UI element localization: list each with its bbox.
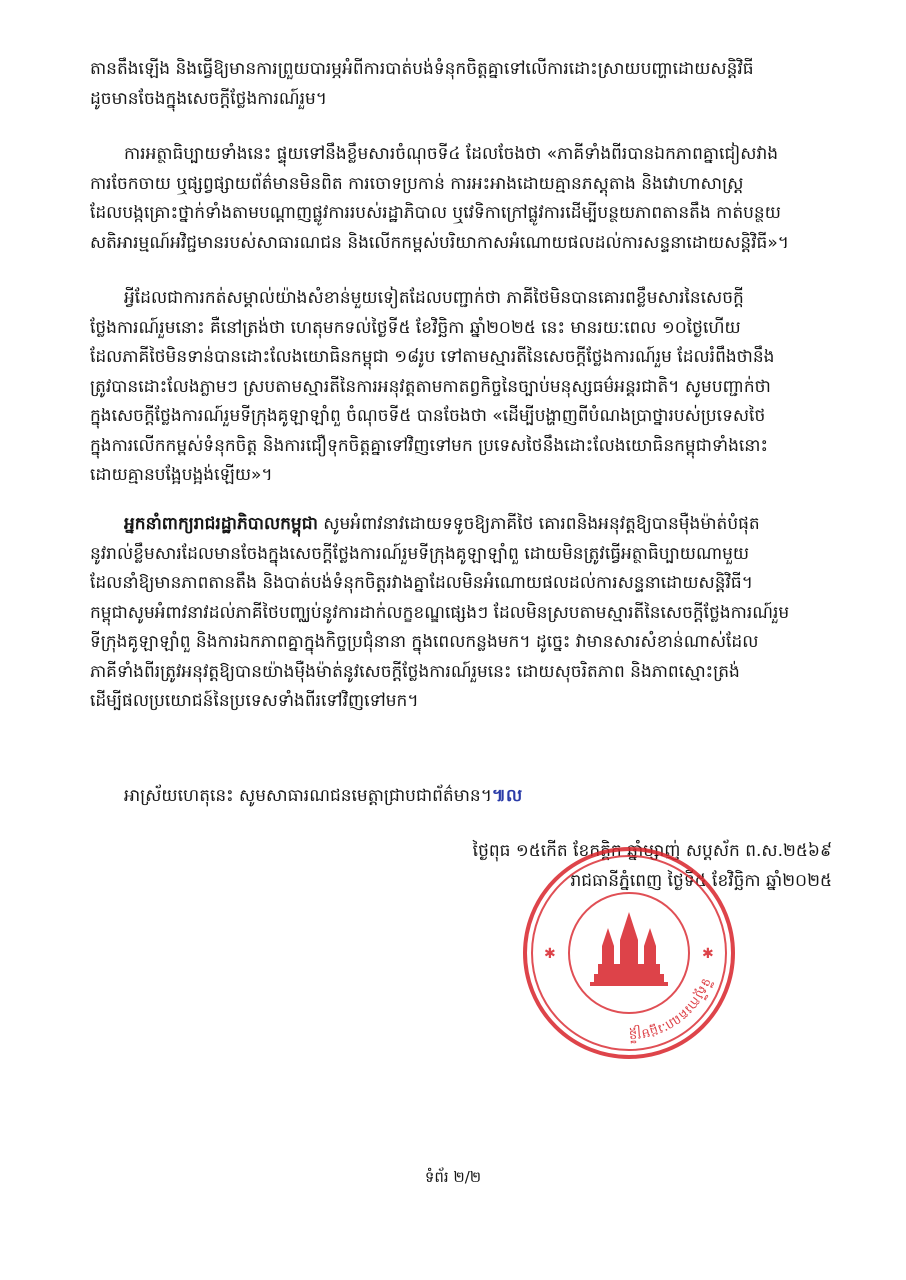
text-line: ដែលបង្កគ្រោះថ្នាក់ទាំងតាមបណ្តាញផ្លូវការរបស់រដ្ឋាភិបាល ឬវេទិកាក្រៅផ្លូវការដើម្បីបន្ថយភាពតានតឹង កាត់បន្ថយ (90, 203, 781, 223)
text-line: ដែលនាំឱ្យមានភាពតានតឹង និងបាត់បង់ទំនុកចិត្តរវាងគ្នាដែលមិនអំណោយផលដល់ការសន្ទនាដោយសន្តិវិធី។ (90, 573, 753, 593)
text-span: សូមអំពាវនាវដោយទទូចឱ្យភាគីថៃ គោរពនិងអនុវត្តឱ្យបានម៉ឺងម៉ាត់បំផុត (317, 514, 760, 534)
text-line: ដូចមានចែងក្នុងសេចក្តីថ្លែងការណ៍រួម។ (90, 88, 327, 109)
page-number: ទំព័រ ២/២ (424, 1168, 482, 1186)
angkor-temple-emblem (590, 912, 668, 986)
paragraph-3 (90, 284, 835, 491)
text-line: ដើម្បីផលប្រយោជន៍នៃប្រទេសទាំងពីរទៅវិញទៅមក។ (90, 691, 419, 711)
paragraph-2 (90, 140, 835, 258)
text-line: តានតឹងឡើង និងធ្វើឱ្យមានការព្រួយបារម្ភអំពីការបាត់បង់ទំនុកចិត្តគ្នាទៅលើការដោះស្រាយបញ្ហាដោយសន្តិវិធី (90, 59, 754, 79)
closing-statement (124, 782, 522, 812)
closing-text: អាស្រ័យហេតុនេះ សូមសាធារណជនមេត្តាជ្រាបជាព័ត៌មាន។ (124, 786, 492, 806)
text-line (90, 510, 835, 540)
paragraph-4 (90, 510, 835, 717)
seal-label: ទីស្តីការគណៈរដ្ឋមន្ត្រី (628, 975, 714, 1043)
text-line: ការអត្ថាធិប្បាយទាំងនេះ ផ្ទុយទៅនឹងខ្លឹមសារចំណុចទី៤ ដែលចែងថា «ភាគីទាំងពីរបានឯកភាពគ្នាជៀសវាង (124, 144, 779, 164)
text-line: ដោយគ្មានបង្អែបង្អង់ឡើយ»។ (90, 465, 273, 485)
text-line: ទីក្រុងគូឡាឡាំពួ និងការឯកភាពគ្នាក្នុងកិច្ចប្រជុំនានា ក្នុងពេលកន្លងមក។ ដូច្នេះ វាមានសារសំខាន់ណាស់ដែល (90, 632, 759, 652)
text-line: នូវរាល់ខ្លឹមសារដែលមានចែងក្នុងសេចក្តីថ្លែងការណ៍រួមទីក្រុងគូឡាឡាំពួ ដោយមិនត្រូវធ្វើអត្ថាធិប្បាយណាមួយ (90, 543, 750, 564)
text-line: ក្នុងការលើកកម្ពស់ទំនុកចិត្ត និងការជឿទុកចិត្តគ្នាទៅវិញទៅមក ប្រទេសថៃនឹងដោះលែងយោធិនកម្ពុជាទាំងនោះ (90, 435, 768, 456)
paragraph-1 (90, 55, 835, 114)
official-seal-stamp (522, 846, 736, 1060)
text-line: ត្រូវបានដោះលែងភ្លាមៗ ស្របតាមស្មារតីនៃការអនុវត្តតាមកាតព្វកិច្ចនៃច្បាប់មនុស្សធម៌អន្តរជាតិ។ សូមបញ្ជាក់ថា (90, 376, 771, 397)
lunar-date: ថ្ងៃពុធ ១៥កើត ខែកត្តិក ឆ្នាំម្សាញ់ សប្តស័ក ព.ស.២៥៦៩ (472, 841, 832, 861)
text-line: ការចែកចាយ ឬផ្សព្វផ្សាយព័ត៌មានមិនពិត ការចោទប្រកាន់ ការអះអាងដោយគ្មានភស្តុតាង និងវោហាសាស្ត្រ (90, 173, 744, 194)
text-line: ដែលភាគីថៃមិនទាន់បានដោះលែងយោធិនកម្ពុជា ១៨រូប ទៅតាមស្មារតីនៃសេចក្តីថ្លែងការណ៍រួម ដែលរំពឹងថានឹង (90, 347, 775, 367)
solar-date: រាជធានីភ្នំពេញ ថ្ងៃទី៥ ខែវិច្ឆិកា ឆ្នាំ២០២៥ (570, 871, 832, 891)
text-line: អ្វីដែលជាការកត់សម្គាល់យ៉ាងសំខាន់មួយទៀតដែលបញ្ជាក់ថា ភាគីថៃមិនបានគោរពខ្លឹមសារនៃសេចក្តី (124, 288, 744, 308)
text-line: ភាគីទាំងពីរត្រូវអនុវត្តឱ្យបានយ៉ាងម៉ឺងម៉ាត់នូវសេចក្តីថ្លែងការណ៍រួមនេះ ដោយសុចរិតភាព និងភាពស្មោះត្រង់ (90, 661, 740, 682)
svg-text:✱: ✱ (544, 946, 556, 962)
text-line: សតិអារម្មណ៍អវិជ្ជមានរបស់សាធារណជន និងលើកកម្ពស់បរិយាកាសអំណោយផលដល់ការសន្ទនាដោយសន្តិវិធី»។ (90, 232, 789, 253)
svg-text:✱: ✱ (702, 946, 714, 962)
text-line: ក្នុងសេចក្តីថ្លែងការណ៍រួមទីក្រុងគូឡាឡាំពួ ចំណុចទី៥ បានចែងថា «ដើម្បីបង្ហាញពីបំណងប្រាថ្នារបស់ប្រទេសថៃ (90, 406, 766, 426)
text-line: កម្ពុជាសូមអំពាវនាវដល់ភាគីថៃបញ្ឈប់នូវការដាក់លក្ខខណ្ឌផ្សេងៗ ដែលមិនស្របតាមស្មារតីនៃសេចក្តីថ្លែងការណ៍រួម (90, 602, 790, 623)
text-line: ថ្លែងការណ៍រួមនោះ គឺនៅត្រង់ថា ហេតុមកទល់ថ្ងៃទី៥ ខែវិច្ឆិកា ឆ្នាំ២០២៥ នេះ មានរយៈពេល ១០ថ្ងៃហើយ (90, 317, 741, 338)
end-mark: ៕ល (491, 786, 523, 806)
spokesperson-label: អ្នកនាំពាក្យរាជរដ្ឋាភិបាលកម្ពុជា (124, 514, 318, 534)
